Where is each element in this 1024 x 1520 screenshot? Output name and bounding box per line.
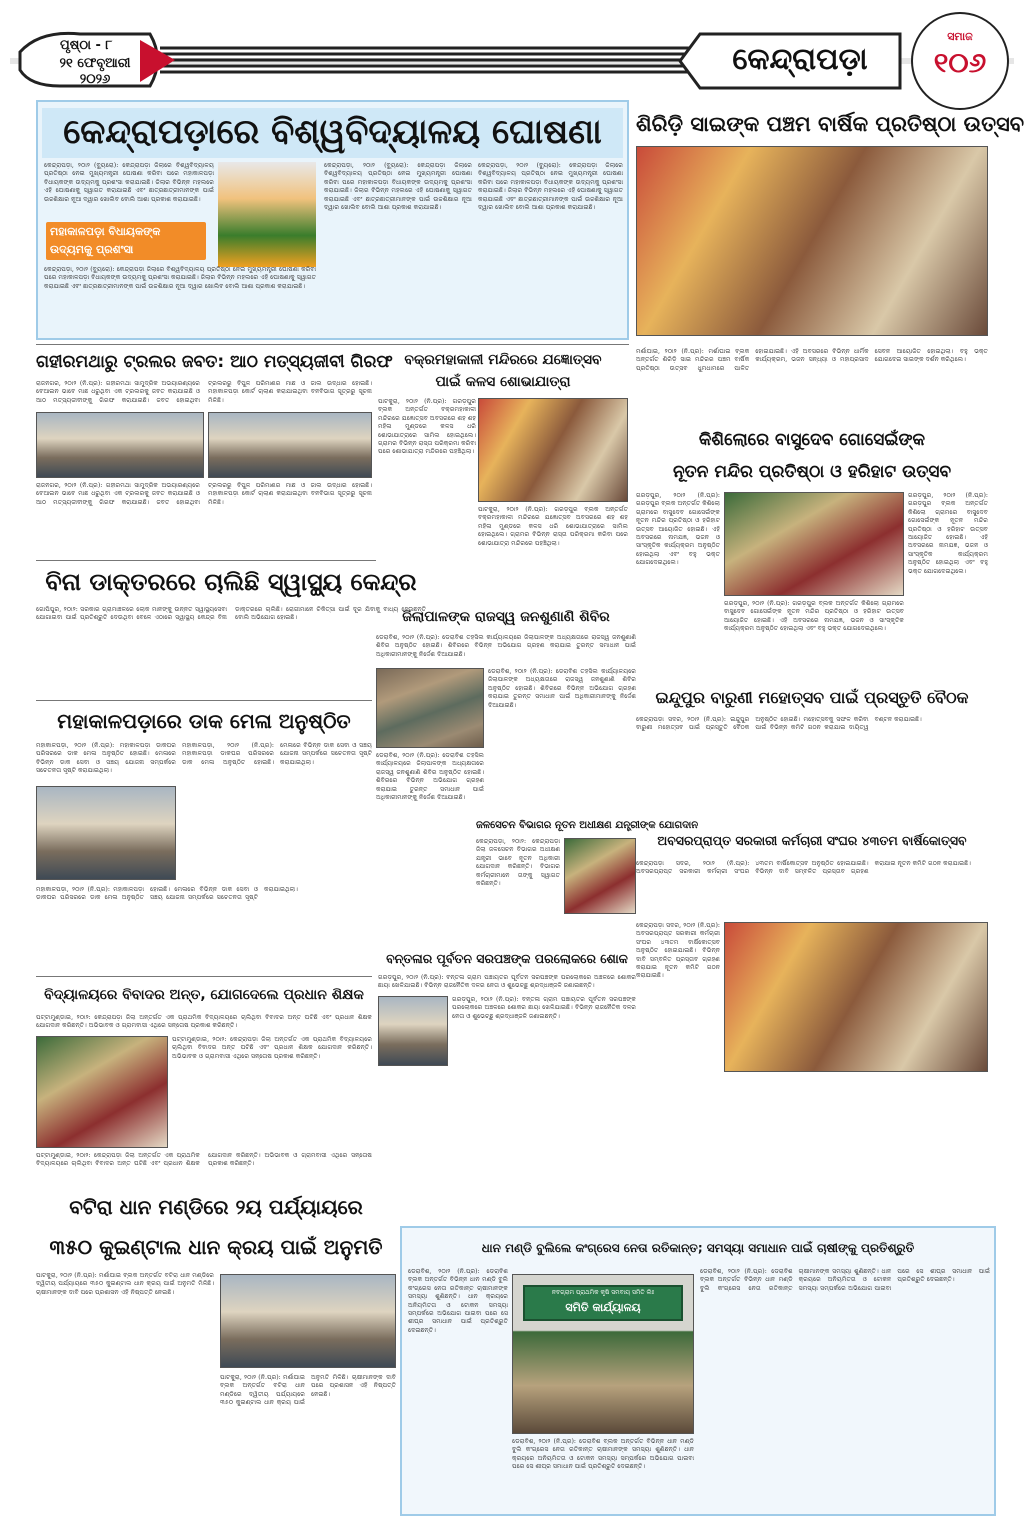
article-batira-paddy-mandi (36, 1190, 396, 1510)
page-number: ପୃଷ୍ଠା - ୮ (60, 38, 113, 53)
article-body-cont: ପାଟକୁରା, ୨୦ା୨ (ନି.ପ୍ର): ମର୍ଶାଘାଇ ବ୍ଲକ ଅନ୍ତର୍ଗତ ବଟିରା ଧାନ ମଣ୍ଡିରେ ଦ୍ୱିତୀୟ ପର୍ଯ୍ୟାୟରେ ୩୫୦ କୁଇଣ୍ଟାଲ ଧାନ କ୍ରୟ ପାଇଁ ଅନୁମତି ମିଳିଛି। ଚାଷୀମାନଙ୍କ ଦାବି ପରେ ପ୍ରଶାସନ ଏହି ନିଷ୍ପତ୍ତି ନେଇଛି। (220, 1374, 396, 1407)
section-title: କେନ୍ଦ୍ରାପଡ଼ା (732, 42, 868, 77)
article-body-cont2: ମହାକାଳପଡ଼ା, ୨୦ା୨ (ନି.ପ୍ର): ମହାକାଳପଡ଼ା ଡାକଘର ପରିସରରେ ଡାକ ମେଳା ଅନୁଷ୍ଠିତ ହୋଇଛି। ମେଳାରେ ବିଭିନ୍ନ ଡାକ ସେବା ଓ ସଞ୍ଚୟ ଯୋଜନା ସମ୍ପର୍କରେ ସଚେତନତା ସୃଷ୍ଟି କରାଯାଇଥିଲା। (36, 886, 298, 902)
article-body-cont: ରାଜନଗର, ୨୦ା୨ (ନି.ପ୍ର): ଗହୀରମଥା ସାମୁଦ୍ରିକ ଅଭୟାରଣ୍ୟରେ ବେଆଇନ ଭାବେ ମାଛ ଧରୁଥିବା ଏକ ଟ୍ରଲରକୁ ଜବତ କରାଯାଇଛି ଓ ଆଠ ମତ୍ସ୍ୟଜୀବୀଙ୍କୁ ଗିରଫ କରାଯାଇଛି। ଜବତ ହୋଇଥିବା ଟ୍ରଲରରୁ ବିପୁଳ ପରିମାଣର ମାଛ ଓ ଜାଲ ଉଦ୍ଧାର ହୋଇଛି। ମହାକାଳପଡ଼ା କୋର୍ଟ ଚାଲାଣ କରାଯାଇଥିବା ବନବିଭାଗ ସୂତ୍ରରୁ ସୂଚନା ମିଳିଛି। (36, 482, 372, 506)
article-body: କେନ୍ଦ୍ରାପଡ଼ା ସଦର, ୨୦ା୨ (ନି.ପ୍ର): ଇନ୍ଦୁପୁର ବାରୁଣୀ ମହୋତ୍ସବ ପାଇଁ ପ୍ରସ୍ତୁତି ବୈଠକ ଅନୁଷ୍ଠିତ ହୋଇଛି। ମହୋତ୍ସବକୁ ସଫଳ କରିବା ପାଇଁ ବିଭିନ୍ନ କମିଟି ଗଠନ କରାଯାଇ ଦାୟିତ୍ୱ ବଣ୍ଟନ କରାଯାଇଛି। (636, 716, 922, 732)
article-body: କେନ୍ଦ୍ରାପଡ଼ା ସଦର, ୨୦ା୨ (ନି.ପ୍ର): ଅବସରପ୍ରାପ୍ତ ସରକାରୀ କର୍ମଚାରୀ ସଂଘର ୪୩ତମ ବାର୍ଷିକୋତ୍ସବ ଅନୁଷ୍ଠିତ ହୋଇଯାଇଛି। ବିଭିନ୍ନ ଦାବି ସମ୍ବଳିତ ପ୍ରସ୍ତାବ ଗ୍ରହଣ କରାଯାଇ ନୂତନ କମିଟି ଗଠନ କରାଯାଇଛି। (636, 860, 971, 876)
procession-photo (478, 398, 628, 502)
article-headline: ମହାକାଳପଡ଼ାରେ ଡାକ ମେଳା ଅନୁଷ୍ଠିତ (57, 709, 351, 733)
article-body: କେନ୍ଦ୍ରାପଡ଼ା, ୨୦ା୨ (ବ୍ୟୁରୋ): କେନ୍ଦ୍ରାପଡ଼ା ଜିଲାରେ ବିଶ୍ୱବିଦ୍ୟାଳୟ ପ୍ରତିଷ୍ଠା ନେଇ ମୁଖ୍ୟମନ୍ତ୍ରୀ ଘୋଷଣା କରିବା ପରେ ମହାକାଳପଡ଼ା ବିଧାୟକଙ୍କ ଉଦ୍ୟମକୁ ପ୍ରଶଂସା କରାଯାଇଛି। ଜିଲାର ବିଭିନ୍ନ ମହଲରେ ଏହି ଘୋଷଣାକୁ ସ୍ୱାଗତ କରାଯାଇଛି ଏବଂ ଛାତ୍ରଛାତ୍ରୀମାନଙ୍କ ପାଇଁ ଉଚ୍ଚଶିକ୍ଷାର ନୂଆ ଦ୍ୱାର ଖୋଲିବ ବୋଲି ଆଶା ପ୍ରକାଶ କରାଯାଇଛି। (44, 162, 214, 203)
signboard-line-1: ନବଗ୍ରାମ ପ୍ରାଥମିକ କୃଷି ସମବାୟ ସମିତି ଲିଃ (551, 1289, 655, 1296)
article-body-cont2: ପଟ୍ଟାମୁଣ୍ଡାଇ, ୨୦ା୨: କେନ୍ଦ୍ରାପଡ଼ା ଜିଲା ଅନ୍ତର୍ଗତ ଏକ ପ୍ରାଥମିକ ବିଦ୍ୟାଳୟରେ ଚାଲିଥିବା ବିବାଦର ଅନ୍ତ ଘଟିଛି ଏବଂ ପ୍ରଧାନ ଶିକ୍ଷକ ଯୋଗଦାନ କରିଛନ୍ତି। ଅଭିଭାବକ ଓ ଗ୍ରାମବାସୀ ଏଥିରେ ସନ୍ତୋଷ ପ୍ରକାଶ କରିଛନ୍ତି। (36, 1152, 372, 1168)
article-body-cont: ପଟ୍ଟାମୁଣ୍ଡାଇ, ୨୦ା୨: କେନ୍ଦ୍ରାପଡ଼ା ଜିଲା ଅନ୍ତର୍ଗତ ଏକ ପ୍ରାଥମିକ ବିଦ୍ୟାଳୟରେ ଚାଲିଥିବା ବିବାଦର ଅନ୍ତ ଘଟିଛି ଏବଂ ପ୍ରଧାନ ଶିକ୍ଷକ ଯୋଗଦାନ କରିଛନ୍ତି। ଅଭିଭାବକ ଓ ଗ୍ରାମବାସୀ ଏଥିରେ ସନ୍ତୋଷ ପ୍ରକାଶ କରିଛନ୍ତି। (172, 1036, 372, 1060)
article-postal-fair (36, 704, 372, 970)
divider (36, 560, 376, 561)
article-headline-line1: ବଟିରା ଧାନ ମଣ୍ଡିରେ ୨ୟ ପର୍ଯ୍ୟାୟରେ (69, 1195, 363, 1219)
photo-caption-box (46, 222, 206, 260)
article-body: ମର୍ଶାଘାଇ, ୨୦ା୨ (ନି.ପ୍ର): ମର୍ଶାଘାଇ ବ୍ଲକ ଅନ୍ତର୍ଗତ ଶିରିଡ଼ି ସାଇ ମନ୍ଦିରର ପଞ୍ଚମ ବାର୍ଷିକ ପ୍ରତିଷ୍ଠା ଉତ୍ସବ ଧୁମଧାମରେ ପାଳିତ ହୋଇଯାଇଛି। ଏହି ଅବସରରେ ବିଭିନ୍ନ ଧାର୍ମିକ କାର୍ଯ୍ୟକ୍ରମ, ଭଜନ ସନ୍ଧ୍ୟା ଓ ମହାପ୍ରସାଦ ସେବନ ଆୟୋଜିତ ହୋଇଥିଲା। ବହୁ ଭକ୍ତ ଯୋଗଦେଇ ସାଇଙ୍କ ଦର୍ଶନ କରିଥିଲେ। (636, 348, 988, 372)
article-headline: ବିନା ଡାକ୍ତରରେ ଚାଲିଛି ସ୍ୱାସ୍ଥ୍ୟ କେନ୍ଦ୍ର (45, 568, 417, 596)
article-body: ଡେରାବିଶ, ୨୦ା୨ (ନି.ପ୍ର): ଡେରାବିଶ ତହସିଲ କାର୍ଯ୍ୟାଳୟରେ ଜିଲାପାଳଙ୍କ ଅଧ୍ୟକ୍ଷତାରେ ରାଜସ୍ୱ ଜନଶୁଣାଣି ଶିବିର ଅନୁଷ୍ଠିତ ହୋଇଛି। ଶିବିରରେ ବିଭିନ୍ନ ଅଭିଯୋଗ ଗ୍ରହଣ କରାଯାଇ ତୁରନ୍ତ ସମାଧାନ ପାଇଁ ଅଧିକାରୀମାନଙ୍କୁ ନିର୍ଦ୍ଦେଶ ଦିଆଯାଇଛି। (376, 634, 636, 658)
date-line-1: ୨୧ ଫେବୃଆରୀ (59, 56, 131, 71)
article-irrigation-engineer (476, 816, 699, 946)
school-photo (36, 1036, 168, 1148)
article-headline: ଗହୀରମଥାରୁ ଟ୍ରଲର ଜବତ: ଆଠ ମତ୍ସ୍ୟଜୀବୀ ଗିରଫ (36, 352, 393, 372)
divider (36, 976, 372, 977)
article-headline-line2: ୩୫୦ କୁଇଣ୍ଟାଲ ଧାନ କ୍ରୟ ପାଇଁ ଅନୁମତି (49, 1235, 383, 1259)
engineer-photo (564, 838, 636, 914)
divider (36, 344, 629, 345)
signboard-line-2: ସମିତି କାର୍ଯ୍ୟାଳୟ (565, 1301, 641, 1314)
meeting-stage-photo (724, 922, 988, 1072)
article-body-cont: ପାଟକୁରା, ୨୦ା୨ (ନି.ପ୍ର): ଗରଡ଼ପୁର ବ୍ଲକ ଅନ୍ତର୍ଗତ ବକ୍ରମହାକାଳୀ ମନ୍ଦିରରେ ଯଜ୍ଞୋତ୍ସବ ଅବସରରେ ଶହ ଶହ ମହିଳା ମୁଣ୍ଡରେ କଳସ ଧରି ଶୋଭାଯାତ୍ରାରେ ସାମିଲ ହୋଇଥିଲେ। ଗ୍ରାମର ବିଭିନ୍ନ ରାସ୍ତା ପରିକ୍ରମା କରିବା ପରେ ଶୋଭାଯାତ୍ରା ମନ୍ଦିରରେ ପହଞ୍ଚିଥିଲା। (478, 506, 628, 547)
article-body-cont: ଡେରାବିଶ, ୨୦ା୨ (ନି.ପ୍ର): ଡେରାବିଶ ତହସିଲ କାର୍ଯ୍ୟାଳୟରେ ଜିଲାପାଳଙ୍କ ଅଧ୍ୟକ୍ଷତାରେ ରାଜସ୍ୱ ଜନଶୁଣାଣି ଶିବିର ଅନୁଷ୍ଠିତ ହୋଇଛି। ଶିବିରରେ ବିଭିନ୍ନ ଅଭିଯୋଗ ଗ୍ରହଣ କରାଯାଇ ତୁରନ୍ତ ସମାଧାନ ପାଇଁ ଅଧିକାରୀମାନଙ୍କୁ ନିର୍ଦ୍ଦେଶ ଦିଆଯାଇଛି। (488, 668, 636, 709)
article-headline: ଇନ୍ଦୁପୁର ବାରୁଣୀ ମହୋତ୍ସବ ପାଇଁ ପ୍ରସ୍ତୁତି ବୈଠକ (655, 688, 969, 707)
article-headline: ଅବସରପ୍ରାପ୍ତ ସରକାରୀ କର୍ମଚାରୀ ସଂଘର ୪୩ତମ ବାର୍ଷିକୋତ୍ସବ (657, 833, 967, 848)
article-kalash-procession (378, 350, 628, 550)
article-headline-line2: ନୂତନ ମନ୍ଦିର ପ୍ରତିଷ୍ଠା ଓ ହରିହାଟ ଉତ୍ସବ (672, 462, 952, 482)
divider (36, 700, 372, 701)
article-body: ପଟ୍ଟାମୁଣ୍ଡାଇ, ୨୦ା୨: କେନ୍ଦ୍ରାପଡ଼ା ଜିଲା ଅନ୍ତର୍ଗତ ଏକ ପ୍ରାଥମିକ ବିଦ୍ୟାଳୟରେ ଚାଲିଥିବା ବିବାଦର ଅନ୍ତ ଘଟିଛି ଏବଂ ପ୍ରଧାନ ଶିକ୍ଷକ ଯୋଗଦାନ କରିଛନ୍ତି। ଅଭିଭାବକ ଓ ଗ୍ରାମବାସୀ ଏଥିରେ ସନ୍ତୋଷ ପ୍ରକାଶ କରିଛନ୍ତି। (36, 1014, 372, 1030)
article-headline-line1: କିଶିଲୋରେ ବାସୁଦେବ ଗୋସେଇଁଙ୍କ (698, 430, 926, 450)
article-body: କେନ୍ଦ୍ରାପଡ଼ା, ୨୦ା୨: କେନ୍ଦ୍ରାପଡ଼ା ଜିଲା ଜଳସେଚନ ବିଭାଗର ଅଧୀକ୍ଷଣ ଯନ୍ତ୍ରୀ ଭାବେ ନୂତନ ଅଧିକାରୀ ଯୋଗଦାନ କରିଛନ୍ତି। ବିଭାଗର କର୍ମଚାରୀମାନେ ତାଙ୍କୁ ସ୍ୱାଗତ କରିଛନ୍ତି। (476, 838, 560, 888)
article-body-cont: ମହାକାଳପଡ଼ା, ୨୦ା୨ (ନି.ପ୍ର): ମହାକାଳପଡ଼ା ଡାକଘର ପରିସରରେ ଡାକ ମେଳା ଅନୁଷ୍ଠିତ ହୋଇଛି। ମେଳାରେ ବିଭିନ୍ନ ଡାକ ସେବା ଓ ସଞ୍ଚୟ ଯୋଜନା ସମ୍ପର୍କରେ ସଚେତନତା ସୃଷ୍ଟି କରାଯାଇଥିଲା। (182, 742, 372, 766)
article-headline: ଜଳସେଚନ ବିଭାଗର ନୂତନ ଅଧୀକ୍ଷଣ ଯନ୍ତ୍ରୀଙ୍କ ଯୋଗଦାନ (476, 820, 699, 831)
article-former-sarpanch-obituary (378, 948, 636, 1088)
article-body-cont: କେନ୍ଦ୍ରାପଡ଼ା ସଦର, ୨୦ା୨ (ନି.ପ୍ର): ଅବସରପ୍ରାପ୍ତ ସରକାରୀ କର୍ମଚାରୀ ସଂଘର ୪୩ତମ ବାର୍ଷିକୋତ୍ସବ ଅନୁଷ୍ଠିତ ହୋଇଯାଇଛି। ବିଭିନ୍ନ ଦାବି ସମ୍ବଳିତ ପ୍ରସ୍ତାବ ଗ୍ରହଣ କରାଯାଇ ନୂତନ କମିଟି ଗଠନ କରାଯାଇଛି। (636, 922, 720, 980)
photo-caption: ମହାକାଳପଡ଼ା ବିଧାୟକଙ୍କ ଉଦ୍ୟମକୁ ପ୍ରଶଂସା (50, 225, 161, 256)
article-body-cont2: ଡେରାବିଶ, ୨୦ା୨ (ନି.ପ୍ର): ଡେରାବିଶ ତହସିଲ କାର୍ଯ୍ୟାଳୟରେ ଜିଲାପାଳଙ୍କ ଅଧ୍ୟକ୍ଷତାରେ ରାଜସ୍ୱ ଜନଶୁଣାଣି ଶିବିର ଅନୁଷ୍ଠିତ ହୋଇଛି। ଶିବିରରେ ବିଭିନ୍ନ ଅଭିଯୋଗ ଗ୍ରହଣ କରାଯାଇ ତୁରନ୍ତ ସମାଧାନ ପାଇଁ ଅଧିକାରୀମାନଙ୍କୁ ନିର୍ଦ୍ଦେଶ ଦିଆଯାଇଛି। (376, 752, 484, 802)
article-body-col2: କେନ୍ଦ୍ରାପଡ଼ା, ୨୦ା୨ (ବ୍ୟୁରୋ): କେନ୍ଦ୍ରାପଡ଼ା ଜିଲାରେ ବିଶ୍ୱବିଦ୍ୟାଳୟ ପ୍ରତିଷ୍ଠା ନେଇ ମୁଖ୍ୟମନ୍ତ୍ରୀ ଘୋଷଣା କରିବା ପରେ ମହାକାଳପଡ଼ା ବିଧାୟକଙ୍କ ଉଦ୍ୟମକୁ ପ୍ରଶଂସା କରାଯାଇଛି। ଜିଲାର ବିଭିନ୍ନ ମହଲରେ ଏହି ଘୋଷଣାକୁ ସ୍ୱାଗତ କରାଯାଇଛି ଏବଂ ଛାତ୍ରଛାତ୍ରୀମାନଙ୍କ ପାଇଁ ଉଚ୍ଚଶିକ୍ଷାର ନୂଆ ଦ୍ୱାର ଖୋଲିବ ବୋଲି ଆଶା ପ୍ରକାଶ କରାଯାଇଛି। (324, 162, 472, 212)
fishermen-photo-2 (208, 412, 372, 478)
obituary-photo (378, 996, 448, 1066)
article-revenue-camp (376, 604, 636, 816)
mandi-building-photo (220, 1274, 396, 1368)
date-line-2: ୨୦୨୬ (79, 72, 111, 87)
article-body-cont: ଗରଡ଼ପୁର, ୨୦ା୨ (ନି.ପ୍ର): ବନ୍ତଳା ଗ୍ରାମ ପଞ୍ଚାୟତର ପୂର୍ବତନ ସରପଞ୍ଚଙ୍କ ପରଲୋକରେ ଅଞ୍ଚଳରେ ଶୋକର ଛାୟା ଖେଳିଯାଇଛି। ବିଭିନ୍ନ ରାଜନୈତିକ ଦଳର ନେତା ଓ ଶୁଭେଚ୍ଛୁ ଶ୍ରଦ୍ଧାଞ୍ଜଳି ଜଣାଇଛନ୍ତି। (452, 996, 636, 1020)
article-headline: ଜିଲାପାଳଙ୍କ ରାଜସ୍ୱ ଜନଶୁଣାଣି ଶିବିର (402, 609, 610, 625)
article-body: ପାଟକୁରା, ୨୦ା୨ (ନି.ପ୍ର): ଗରଡ଼ପୁର ବ୍ଲକ ଅନ୍ତର୍ଗତ ବକ୍ରମହାକାଳୀ ମନ୍ଦିରରେ ଯଜ୍ଞୋତ୍ସବ ଅବସରରେ ଶହ ଶହ ମହିଳା ମୁଣ୍ଡରେ କଳସ ଧରି ଶୋଭାଯାତ୍ରାରେ ସାମିଲ ହୋଇଥିଲେ। ଗ୍ରାମର ବିଭିନ୍ନ ରାସ୍ତା ପରିକ୍ରମା କରିବା ପରେ ଶୋଭାଯାତ୍ରା ମନ୍ଦିରରେ ପହଞ୍ଚିଥିଲା। (378, 398, 476, 456)
article-body-col3: ଡେରାବିଶ, ୨୦ା୨ (ନି.ପ୍ର): ଡେରାବିଶ ବ୍ଲକ ଅନ୍ତର୍ଗତ ବିଭିନ୍ନ ଧାନ ମଣ୍ଡି ବୁଲି କଂଗ୍ରେସ ନେତା ରତିକାନ୍ତ ଚାଷୀମାନଙ୍କ ସମସ୍ୟା ଶୁଣିଛନ୍ତି। ଧାନ କ୍ରୟରେ ଅନିୟମିତତା ଓ ଟୋକନ ସମସ୍ୟା ସମ୍ପର୍କରେ ଅଭିଯୋଗ ପାଇବା ପରେ ସେ ଶୀଘ୍ର ସମାଧାନ ପାଇଁ ପ୍ରତିଶ୍ରୁତି ଦେଇଛନ୍ତି। (700, 1268, 990, 1292)
article-shirdi-sai-festival (636, 106, 1024, 346)
article-headline: ଶିରିଡ଼ି ସାଇଙ୍କ ପଞ୍ଚମ ବାର୍ଷିକ ପ୍ରତିଷ୍ଠା ଉତ୍ସବ (636, 112, 1024, 136)
masthead-stripes (160, 48, 700, 72)
article-headline: ବନ୍ତଳାର ପୂର୍ବତନ ସରପଞ୍ଚଙ୍କ ପରଲୋକରେ ଶୋକ (386, 951, 628, 966)
article-body-cont: ଡେରାବିଶ, ୨୦ା୨ (ନି.ପ୍ର): ଡେରାବିଶ ବ୍ଲକ ଅନ୍ତର୍ଗତ ବିଭିନ୍ନ ଧାନ ମଣ୍ଡି ବୁଲି କଂଗ୍ରେସ ନେତା ରତିକାନ୍ତ ଚାଷୀମାନଙ୍କ ସମସ୍ୟା ଶୁଣିଛନ୍ତି। ଧାନ କ୍ରୟରେ ଅନିୟମିତତା ଓ ଟୋକନ ସମସ୍ୟା ସମ୍ପର୍କରେ ଅଭିଯୋଗ ପାଇବା ପରେ ସେ ଶୀଘ୍ର ସମାଧାନ ପାଇଁ ପ୍ରତିଶ୍ରୁତି ଦେଇଛନ୍ତି। (512, 1438, 694, 1471)
camp-photo (376, 668, 484, 748)
article-body: ମହାକାଳପଡ଼ା, ୨୦ା୨ (ନି.ପ୍ର): ମହାକାଳପଡ଼ା ଡାକଘର ପରିସରରେ ଡାକ ମେଳା ଅନୁଷ୍ଠିତ ହୋଇଛି। ମେଳାରେ ବିଭିନ୍ନ ଡାକ ସେବା ଓ ସଞ୍ଚୟ ଯୋଜନା ସମ୍ପର୍କରେ ସଚେତନତା ସୃଷ୍ଟି କରାଯାଇଥିଲା। (36, 742, 176, 775)
temple-ceremony-photo (724, 492, 904, 596)
article-retired-employees (636, 826, 988, 1080)
article-headline-line1: ବକ୍ରମହାକାଳୀ ମନ୍ଦିରରେ ଯଜ୍ଞୋତ୍ସବ (404, 352, 602, 368)
masthead (0, 0, 1024, 100)
postal-fair-photo (36, 786, 176, 880)
article-kisilo-temple (636, 426, 988, 676)
article-body: ଡେରାବିଶ, ୨୦ା୨ (ନି.ପ୍ର): ଡେରାବିଶ ବ୍ଲକ ଅନ୍ତର୍ଗତ ବିଭିନ୍ନ ଧାନ ମଣ୍ଡି ବୁଲି କଂଗ୍ରେସ ନେତା ରତିକାନ୍ତ ଚାଷୀମାନଙ୍କ ସମସ୍ୟା ଶୁଣିଛନ୍ତି। ଧାନ କ୍ରୟରେ ଅନିୟମିତତା ଓ ଟୋକନ ସମସ୍ୟା ସମ୍ପର୍କରେ ଅଭିଯୋଗ ପାଇବା ପରେ ସେ ଶୀଘ୍ର ସମାଧାନ ପାଇଁ ପ୍ରତିଶ୍ରୁତି ଦେଇଛନ୍ତି। (408, 1268, 508, 1334)
article-body: ଗରଡ଼ପୁର, ୨୦ା୨ (ନି.ପ୍ର): ଗରଡ଼ପୁର ବ୍ଲକ ଅନ୍ତର୍ଗତ କିଶିଲୋ ଗ୍ରାମରେ ବାସୁଦେବ ଗୋସେଇଁଙ୍କ ନୂତନ ମନ୍ଦିର ପ୍ରତିଷ୍ଠା ଓ ହରିହାଟ ଉତ୍ସବ ଆୟୋଜିତ ହୋଇଛି। ଏହି ଅବସରରେ ନାମଯଜ୍ଞ, ଭଜନ ଓ ସାଂସ୍କୃତିକ କାର୍ଯ୍ୟକ୍ରମ ଅନୁଷ୍ଠିତ ହୋଇଥିଲା ଏବଂ ବହୁ ଭକ୍ତ ଯୋଗଦେଇଥିଲେ। (636, 492, 720, 567)
article-health-centre (36, 562, 426, 698)
article-baruni-meeting (636, 684, 988, 820)
fishermen-photo-1 (36, 412, 204, 478)
article-headline-line2: ପାଇଁ କଳସ ଶୋଭାଯାତ୍ରା (435, 374, 571, 390)
article-headline: ବିଦ୍ୟାଳୟରେ ବିବାଦର ଅନ୍ତ, ଯୋଗଦେଲେ ପ୍ରଧାନ ଶିକ୍ଷକ (44, 987, 364, 1003)
article-school-dispute (36, 980, 372, 1184)
article-trawler-seizure (36, 348, 393, 558)
article-body: ରାଜନଗର, ୨୦ା୨ (ନି.ପ୍ର): ଗହୀରମଥା ସାମୁଦ୍ରିକ ଅଭୟାରଣ୍ୟରେ ବେଆଇନ ଭାବେ ମାଛ ଧରୁଥିବା ଏକ ଟ୍ରଲରକୁ ଜବତ କରାଯାଇଛି ଓ ଆଠ ମତ୍ସ୍ୟଜୀବୀଙ୍କୁ ଗିରଫ କରାଯାଇଛି। ଜବତ ହୋଇଥିବା ଟ୍ରଲରରୁ ବିପୁଳ ପରିମାଣର ମାଛ ଓ ଜାଲ ଉଦ୍ଧାର ହୋଇଛି। ମହାକାଳପଡ଼ା କୋର୍ଟ ଚାଲାଣ କରାଯାଇଥିବା ବନବିଭାଗ ସୂତ୍ରରୁ ସୂଚନା ମିଳିଛି। (36, 380, 372, 404)
article-body-col1b: କେନ୍ଦ୍ରାପଡ଼ା, ୨୦ା୨ (ବ୍ୟୁରୋ): କେନ୍ଦ୍ରାପଡ଼ା ଜିଲାରେ ବିଶ୍ୱବିଦ୍ୟାଳୟ ପ୍ରତିଷ୍ଠା ନେଇ ମୁଖ୍ୟମନ୍ତ୍ରୀ ଘୋଷଣା କରିବା ପରେ ମହାକାଳପଡ଼ା ବିଧାୟକଙ୍କ ଉଦ୍ୟମକୁ ପ୍ରଶଂସା କରାଯାଇଛି। ଜିଲାର ବିଭିନ୍ନ ମହଲରେ ଏହି ଘୋଷଣାକୁ ସ୍ୱାଗତ କରାଯାଇଛି ଏବଂ ଛାତ୍ରଛାତ୍ରୀମାନଙ୍କ ପାଇଁ ଉଚ୍ଚଶିକ୍ଷାର ନୂଆ ଦ୍ୱାର ଖୋଲିବ ବୋଲି ଆଶା ପ୍ରକାଶ କରାଯାଇଛି। (44, 266, 316, 290)
festival-photo (636, 146, 988, 336)
brand-anniversary-number: ୧୦୬ (933, 46, 987, 79)
article-headline: କେନ୍ଦ୍ରାପଡ଼ାରେ ବିଶ୍ୱବିଦ୍ୟାଳୟ ଘୋଷଣା (42, 108, 623, 158)
brand-logo-text: ସମାଜ (947, 30, 973, 43)
mandi-office-photo (512, 1274, 694, 1434)
article-body: ପାଟକୁରା, ୨୦ା୨ (ନି.ପ୍ର): ମର୍ଶାଘାଇ ବ୍ଲକ ଅନ୍ତର୍ଗତ ବଟିରା ଧାନ ମଣ୍ଡିରେ ଦ୍ୱିତୀୟ ପର୍ଯ୍ୟାୟରେ ୩୫୦ କୁଇଣ୍ଟାଲ ଧାନ କ୍ରୟ ପାଇଁ ଅନୁମତି ମିଳିଛି। ଚାଷୀମାନଙ୍କ ଦାବି ପରେ ପ୍ରଶାସନ ଏହି ନିଷ୍ପତ୍ତି ନେଇଛି। (36, 1272, 214, 1296)
article-headline: ଧାନ ମଣ୍ଡି ବୁଲିଲେ କଂଗ୍ରେସ ନେତା ରତିକାନ୍ତ; ସମସ୍ୟା ସମାଧାନ ପାଇଁ ଚାଷୀଙ୍କୁ ପ୍ରତିଶ୍ରୁତି (481, 1241, 915, 1255)
mla-photo (218, 162, 316, 267)
office-signboard (523, 1285, 683, 1321)
article-body-col3: ଗରଡ଼ପୁର, ୨୦ା୨ (ନି.ପ୍ର): ଗରଡ଼ପୁର ବ୍ଲକ ଅନ୍ତର୍ଗତ କିଶିଲୋ ଗ୍ରାମରେ ବାସୁଦେବ ଗୋସେଇଁଙ୍କ ନୂତନ ମନ୍ଦିର ପ୍ରତିଷ୍ଠା ଓ ହରିହାଟ ଉତ୍ସବ ଆୟୋଜିତ ହୋଇଛି। ଏହି ଅବସରରେ ନାମଯଜ୍ଞ, ଭଜନ ଓ ସାଂସ୍କୃତିକ କାର୍ଯ୍ୟକ୍ରମ ଅନୁଷ୍ଠିତ ହୋଇଥିଲା ଏବଂ ବହୁ ଭକ୍ତ ଯୋଗଦେଇଥିଲେ। (908, 492, 988, 575)
article-body-cont: ଗରଡ଼ପୁର, ୨୦ା୨ (ନି.ପ୍ର): ଗରଡ଼ପୁର ବ୍ଲକ ଅନ୍ତର୍ଗତ କିଶିଲୋ ଗ୍ରାମରେ ବାସୁଦେବ ଗୋସେଇଁଙ୍କ ନୂତନ ମନ୍ଦିର ପ୍ରତିଷ୍ଠା ଓ ହରିହାଟ ଉତ୍ସବ ଆୟୋଜିତ ହୋଇଛି। ଏହି ଅବସରରେ ନାମଯଜ୍ଞ, ଭଜନ ଓ ସାଂସ୍କୃତିକ କାର୍ଯ୍ୟକ୍ରମ ଅନୁଷ୍ଠିତ ହୋଇଥିଲା ଏବଂ ବହୁ ଭକ୍ତ ଯୋଗଦେଇଥିଲେ। (724, 600, 904, 633)
article-body-col3: କେନ୍ଦ୍ରାପଡ଼ା, ୨୦ା୨ (ବ୍ୟୁରୋ): କେନ୍ଦ୍ରାପଡ଼ା ଜିଲାରେ ବିଶ୍ୱବିଦ୍ୟାଳୟ ପ୍ରତିଷ୍ଠା ନେଇ ମୁଖ୍ୟମନ୍ତ୍ରୀ ଘୋଷଣା କରିବା ପରେ ମହାକାଳପଡ଼ା ବିଧାୟକଙ୍କ ଉଦ୍ୟମକୁ ପ୍ରଶଂସା କରାଯାଇଛି। ଜିଲାର ବିଭିନ୍ନ ମହଲରେ ଏହି ଘୋଷଣାକୁ ସ୍ୱାଗତ କରାଯାଇଛି ଏବଂ ଛାତ୍ରଛାତ୍ରୀମାନଙ୍କ ପାଇଁ ଉଚ୍ଚଶିକ୍ଷାର ନୂଆ ଦ୍ୱାର ଖୋଲିବ ବୋଲି ଆଶା ପ୍ରକାଶ କରାଯାଇଛି। (478, 162, 623, 212)
article-body: ଗୋପିପୁର, ୨୦ା୨: ସରକାର ଗ୍ରାମାଞ୍ଚଳରେ ଲୋକ ମାନଙ୍କୁ ଉନ୍ନତ ସ୍ୱାସ୍ଥ୍ୟସେବା ଯୋଗାଇବା ପାଇଁ ପ୍ରତିଶ୍ରୁତି ଦେଉଥିବା ବେଳେ ଏଠାରେ ସ୍ୱାସ୍ଥ୍ୟ କେନ୍ଦ୍ର ବିନା ଡାକ୍ତରରେ ଚାଲିଛି। ରୋଗୀମାନେ ଚିକିତ୍ସା ପାଇଁ ଦୂର ଯିବାକୁ ବାଧ୍ୟ ହେଉଛନ୍ତି ବୋଲି ଅଭିଯୋଗ ହୋଇଛି। (36, 606, 426, 622)
article-congress-leader-mandi (400, 1226, 996, 1516)
article-university-announcement (36, 100, 629, 340)
article-body: ଗରଡ଼ପୁର, ୨୦ା୨ (ନି.ପ୍ର): ବନ୍ତଳା ଗ୍ରାମ ପଞ୍ଚାୟତର ପୂର୍ବତନ ସରପଞ୍ଚଙ୍କ ପରଲୋକରେ ଅଞ୍ଚଳରେ ଶୋକର ଛାୟା ଖେଳିଯାଇଛି। ବିଭିନ୍ନ ରାଜନୈତିକ ଦଳର ନେତା ଓ ଶୁଭେଚ୍ଛୁ ଶ୍ରଦ୍ଧାଞ୍ଜଳି ଜଣାଇଛନ୍ତି। (378, 974, 636, 990)
